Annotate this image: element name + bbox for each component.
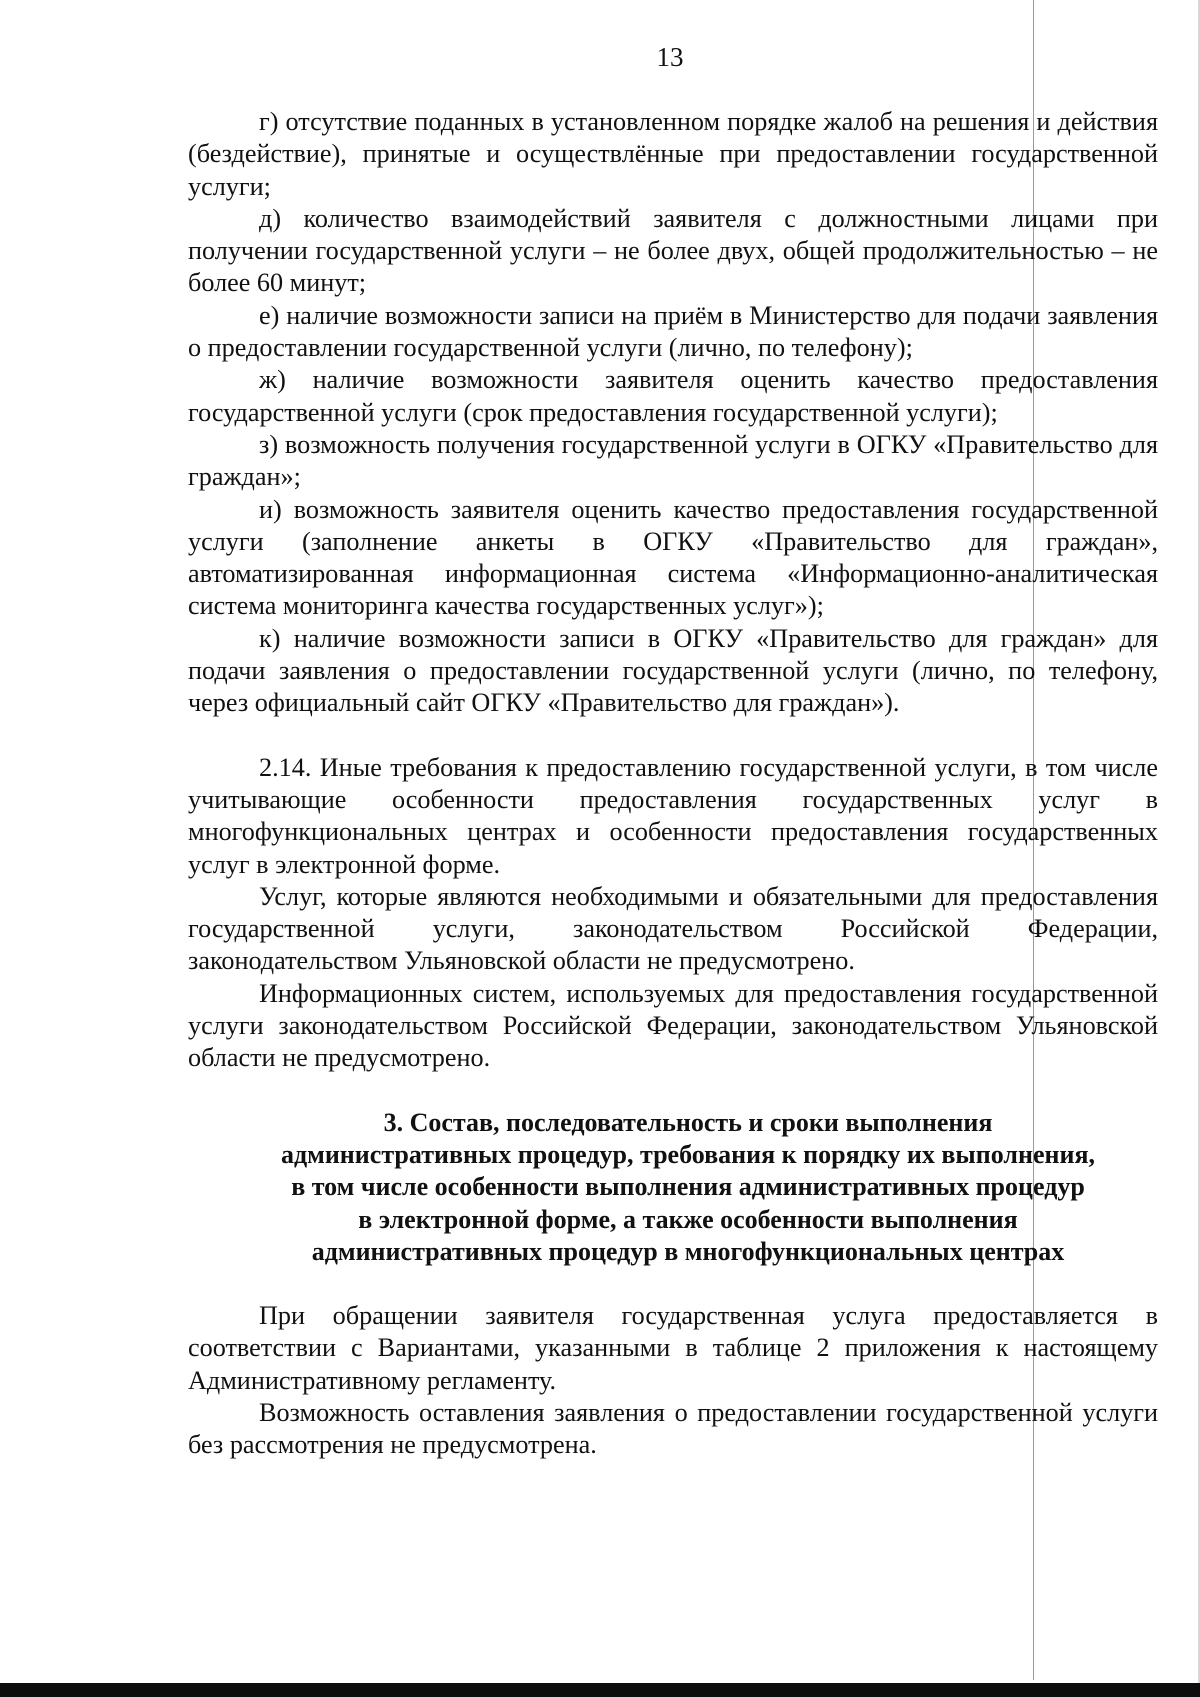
heading-line: административных процедур в многофункциональных центрах xyxy=(311,1236,1065,1266)
section-3-body xyxy=(188,1300,1158,1461)
list-item-i: и) возможность заявителя оценить качество предоставления государственной услуги (заполнение анкеты в ОГКУ «Правительство для граждан», автоматизированная информационная система «Информационно-аналитическая система мониторинга качества государственных услуг»); xyxy=(188,494,1158,621)
section-3-paragraph: При обращении заявителя государственная услуга предоставляется в соответствии с Вариантами, указанными в таблице 2 приложения к настоящему Административному регламенту. xyxy=(188,1301,1158,1395)
section-2-14-paragraph: Информационных систем, используемых для предоставления государственной услуги законодательством Российской Федерации, законодательством Ульяновской области не предусмотрено. xyxy=(188,978,1158,1073)
section-2-14 xyxy=(188,752,1158,1075)
document-body xyxy=(188,106,1158,1462)
heading-line: 3. Состав, последовательность и сроки выполнения xyxy=(383,1107,993,1137)
list-item-e: е) наличие возможности записи на приём в Министерство для подачи заявления о предоставлении государственной услуги (лично, по телефону); xyxy=(188,300,1158,363)
spacer xyxy=(188,1268,1158,1300)
spacer xyxy=(188,1075,1158,1107)
heading-line: административных процедур, требования к порядку их выполнения, xyxy=(280,1139,1096,1169)
spacer xyxy=(188,720,1158,752)
criteria-list xyxy=(188,106,1158,720)
list-item-zh: ж) наличие возможности заявителя оценить качество предоставления государственной услуги (срок предоставления государственной услуги); xyxy=(188,365,1158,427)
list-item-k: к) наличие возможности записи в ОГКУ «Правительство для граждан» для подачи заявления о предоставлении государственной услуги (лично, по телефону, через официальный сайт ОГКУ «Правительство для граждан»). xyxy=(188,623,1158,718)
page-number: 13 xyxy=(656,42,684,72)
list-item-g: г) отсутствие поданных в установленном порядке жалоб на решения и действия (бездействие), принятые и осуществлённые при предоставлении государственной услуги; xyxy=(188,107,1158,201)
section-3-heading xyxy=(188,1107,1158,1268)
heading-line: в том числе особенности выполнения административных процедур xyxy=(291,1172,1085,1202)
list-item-z: з) возможность получения государственной услуги в ОГКУ «Правительство для граждан»; xyxy=(188,429,1158,492)
section-2-14-paragraph: Услуг, которые являются необходимыми и обязательными для предоставления государственной услуги, законодательством Российской Федерации, законодательством Ульяновской области не предусмотрено. xyxy=(188,881,1158,976)
heading-line: в электронной форме, а также особенности выполнения xyxy=(358,1204,1018,1234)
scan-bottom-border xyxy=(0,1683,1200,1697)
list-item-d: д) количество взаимодействий заявителя с должностными лицами при получении государственной услуги – не более двух, общей продолжительностью – не более 60 минут; xyxy=(188,203,1158,298)
section-3-paragraph: Возможность оставления заявления о предоставлении государственной услуги без рассмотрения не предусмотрена. xyxy=(188,1397,1158,1460)
section-2-14-title-paragraph: 2.14. Иные требования к предоставлению государственной услуги, в том числе учитывающие особенности предоставления государственных услуг в многофункциональных центрах и особенности предоставления государственных услуг в электронной форме. xyxy=(188,752,1158,879)
